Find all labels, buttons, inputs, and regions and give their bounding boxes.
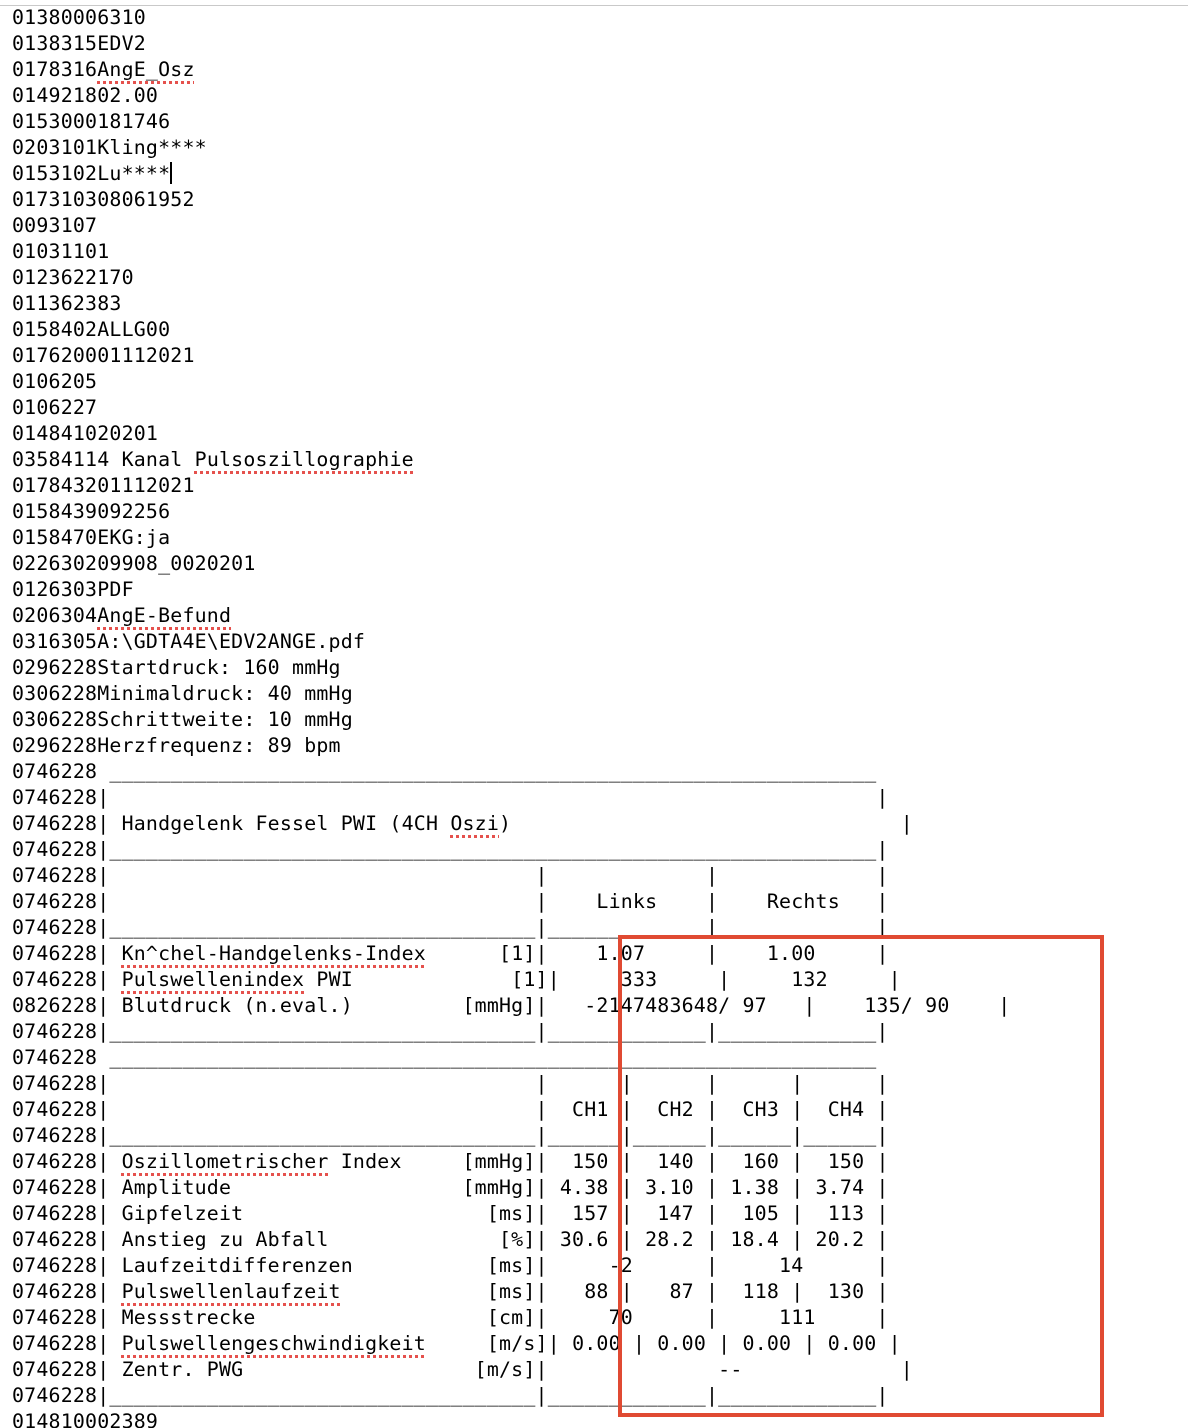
line-text: 0153102Lu**** — [12, 162, 171, 185]
text-line[interactable] — [12, 603, 1182, 629]
line-text: 017620001112021 — [12, 344, 195, 367]
text-line[interactable] — [12, 161, 1182, 187]
line-text: PWI [1]| 333 | 132 | — [304, 968, 901, 991]
line-text: 0746228 _______________________________________________________________ — [12, 760, 877, 783]
line-text: 0106205 — [12, 370, 98, 393]
line-text: 0178316 — [12, 58, 98, 81]
text-line[interactable] — [12, 577, 1182, 603]
line-text: 0746228| | | | | | — [12, 1072, 889, 1095]
line-text: 0746228| Handgelenk Fessel PWI (4CH — [12, 812, 451, 835]
text-line[interactable] — [12, 707, 1182, 733]
line-text: 0296228Startdruck: 160 mmHg — [12, 656, 341, 679]
text-editor-content[interactable] — [12, 5, 1182, 1428]
text-line[interactable] — [12, 837, 1182, 863]
text-line[interactable] — [12, 1149, 1182, 1175]
line-text: 0746228| Amplitude [mmHg]| 4.38 | 3.10 | 1.38 | 3.74 | — [12, 1176, 889, 1199]
text-line[interactable] — [12, 395, 1182, 421]
line-text: 0746228| | | | — [12, 864, 889, 887]
text-line[interactable] — [12, 811, 1182, 837]
line-text: 017310308061952 — [12, 188, 195, 211]
misspelled-word: Pulsoszillographie — [194, 448, 414, 471]
text-line[interactable] — [12, 1357, 1182, 1383]
line-text: 0203101Kling**** — [12, 136, 207, 159]
misspelled-word: Pulswellenlaufzeit — [121, 1280, 341, 1303]
line-text: [ms]| 88 | 87 | 118 | 130 | — [340, 1280, 889, 1303]
text-line[interactable] — [12, 213, 1182, 239]
line-text: 0123622170 — [12, 266, 134, 289]
text-line[interactable] — [12, 1331, 1182, 1357]
line-text: 011362383 — [12, 292, 122, 315]
line-text: 014841020201 — [12, 422, 159, 445]
text-line[interactable] — [12, 733, 1182, 759]
line-text: 0746228|___________________________________|_____________|_____________| — [12, 1020, 889, 1043]
line-text: 0746228| | Links | Rechts | — [12, 890, 889, 913]
line-text: 0206304 — [12, 604, 98, 627]
text-line[interactable] — [12, 1409, 1182, 1428]
line-text: 0746228| — [12, 968, 122, 991]
line-text: 014810002389 — [12, 1410, 159, 1428]
line-text: 0746228| Laufzeitdifferenzen [ms]| -2 | 14 | — [12, 1254, 889, 1277]
text-line[interactable] — [12, 525, 1182, 551]
text-line[interactable] — [12, 473, 1182, 499]
misspelled-word: AngE_Osz — [97, 58, 195, 81]
line-text: 0306228Minimaldruck: 40 mmHg — [12, 682, 353, 705]
line-text: 014921802.00 — [12, 84, 159, 107]
text-line[interactable] — [12, 343, 1182, 369]
text-line[interactable] — [12, 1019, 1182, 1045]
text-line[interactable] — [12, 785, 1182, 811]
text-line[interactable] — [12, 759, 1182, 785]
text-line[interactable] — [12, 1383, 1182, 1409]
line-text: 0746228| — [12, 1332, 122, 1355]
text-line[interactable] — [12, 863, 1182, 889]
line-text: 0746228| Gipfelzeit [ms]| 157 | 147 | 105 | 113 | — [12, 1202, 889, 1225]
text-line[interactable] — [12, 1045, 1182, 1071]
text-cursor — [170, 162, 172, 184]
text-line[interactable] — [12, 83, 1182, 109]
text-line[interactable] — [12, 499, 1182, 525]
line-text: 0158439092256 — [12, 500, 171, 523]
text-line[interactable] — [12, 889, 1182, 915]
text-line[interactable] — [12, 421, 1182, 447]
misspelled-word: Kn^chel-Handgelenks-Index — [121, 942, 426, 965]
line-text: 0746228| — [12, 1280, 122, 1303]
line-text: ) | — [499, 812, 913, 835]
line-text: 0746228|___________________________________|______|______|______|______| — [12, 1124, 889, 1147]
text-line[interactable] — [12, 57, 1182, 83]
line-text: 0306228Schrittweite: 10 mmHg — [12, 708, 353, 731]
line-text: [1]| 1.07 | 1.00 | — [425, 942, 889, 965]
line-text: 022630209908_0020201 — [12, 552, 256, 575]
text-line[interactable] — [12, 1201, 1182, 1227]
line-text: 017843201112021 — [12, 474, 195, 497]
text-line[interactable] — [12, 265, 1182, 291]
line-text: 0158470EKG:ja — [12, 526, 171, 549]
text-line[interactable] — [12, 1097, 1182, 1123]
misspelled-word: Pulswellenindex — [121, 968, 305, 991]
text-line[interactable] — [12, 629, 1182, 655]
line-text: 0138315EDV2 — [12, 32, 146, 55]
text-line[interactable] — [12, 967, 1182, 993]
line-text: 01380006310 — [12, 6, 146, 29]
line-text: 0746228| Messstrecke [cm]| 70 | 111 | — [12, 1306, 889, 1329]
misspelled-word: AngE-Befund — [97, 604, 232, 627]
line-text: 03584114 Kanal — [12, 448, 195, 471]
misspelled-word: Oszillometrischer — [121, 1150, 329, 1173]
misspelled-word: Pulswellengeschwindigkeit — [121, 1332, 426, 1355]
misspelled-word: Oszi — [450, 812, 500, 835]
line-text: 0106227 — [12, 396, 98, 419]
text-line[interactable] — [12, 655, 1182, 681]
line-text: 0158402ALLG00 — [12, 318, 171, 341]
text-line[interactable] — [12, 1175, 1182, 1201]
text-line[interactable] — [12, 317, 1182, 343]
line-text: 0746228|___________________________________|_____________|_____________| — [12, 916, 889, 939]
line-text: 0746228| — [12, 1150, 122, 1173]
text-line[interactable] — [12, 239, 1182, 265]
line-text: 0826228| Blutdruck (n.eval.) [mmHg]| -2147483648/ 97 | 135/ 90 | — [12, 994, 1011, 1017]
text-line[interactable] — [12, 31, 1182, 57]
line-text: 0746228|___________________________________|_____________|_____________| — [12, 1384, 889, 1407]
text-line[interactable] — [12, 1305, 1182, 1331]
text-line[interactable] — [12, 915, 1182, 941]
text-line[interactable] — [12, 291, 1182, 317]
text-line[interactable] — [12, 5, 1182, 31]
line-text: 0126303PDF — [12, 578, 134, 601]
line-text: 0316305A:\GDTA4E\EDV2ANGE.pdf — [12, 630, 366, 653]
line-text: Index [mmHg]| 150 | 140 | 160 | 150 | — [328, 1150, 889, 1173]
line-text: 0746228| — [12, 942, 122, 965]
text-line[interactable] — [12, 135, 1182, 161]
text-line[interactable] — [12, 1253, 1182, 1279]
text-line[interactable] — [12, 447, 1182, 473]
line-text: 0746228| Anstieg zu Abfall [%]| 30.6 | 28.2 | 18.4 | 20.2 | — [12, 1228, 889, 1251]
text-line[interactable] — [12, 1279, 1182, 1305]
line-text: [m/s]| 0.00 | 0.00 | 0.00 | 0.00 | — [425, 1332, 901, 1355]
text-line[interactable] — [12, 1071, 1182, 1097]
line-text: 0093107 — [12, 214, 98, 237]
text-line[interactable] — [12, 1123, 1182, 1149]
text-line[interactable] — [12, 187, 1182, 213]
text-line[interactable] — [12, 941, 1182, 967]
line-text: 0153000181746 — [12, 110, 171, 133]
text-line[interactable] — [12, 369, 1182, 395]
text-line[interactable] — [12, 993, 1182, 1019]
line-text: 0746228 _______________________________________________________________ — [12, 1046, 877, 1069]
text-line[interactable] — [12, 109, 1182, 135]
line-text: 0746228| | — [12, 786, 889, 809]
text-line[interactable] — [12, 1227, 1182, 1253]
line-text: 0746228| | CH1 | CH2 | CH3 | CH4 | — [12, 1098, 889, 1121]
line-text: 01031101 — [12, 240, 110, 263]
line-text: 0746228| Zentr. PWG [m/s]| -- | — [12, 1358, 913, 1381]
line-text: 0746228|_______________________________________________________________| — [12, 838, 889, 861]
text-line[interactable] — [12, 551, 1182, 577]
text-line[interactable] — [12, 681, 1182, 707]
line-text: 0296228Herzfrequenz: 89 bpm — [12, 734, 341, 757]
